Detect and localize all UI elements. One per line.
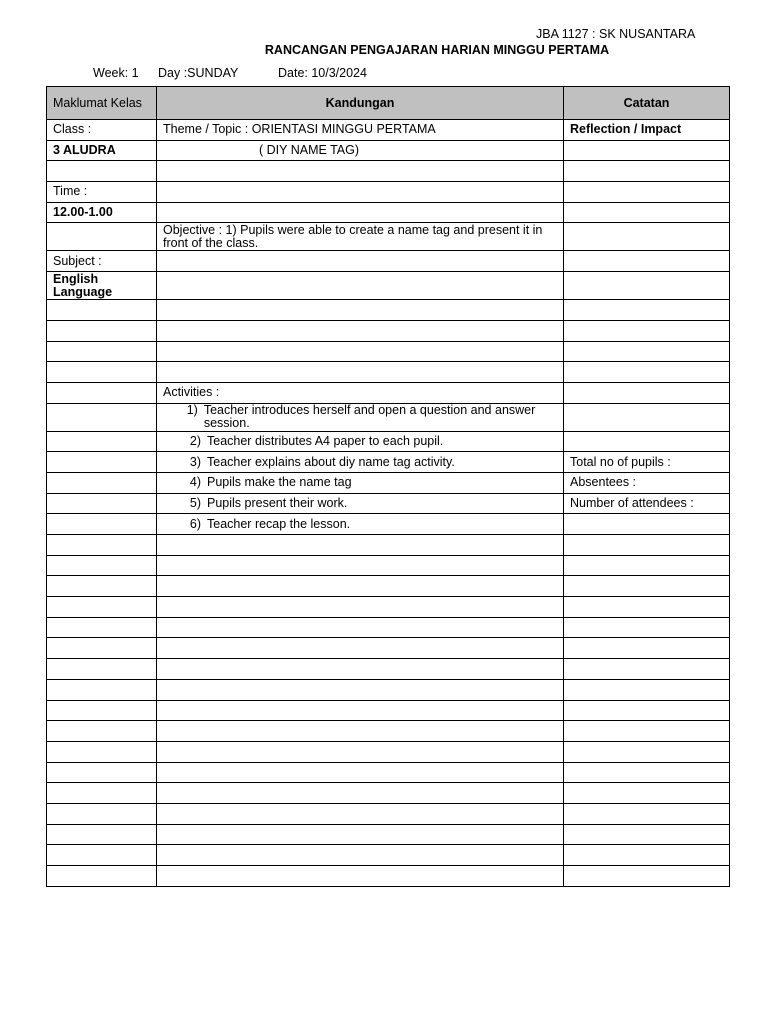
absentees-label: Absentees :	[564, 472, 730, 493]
table-row	[47, 803, 730, 824]
empty-cell[interactable]	[157, 597, 564, 618]
empty-cell[interactable]	[157, 741, 564, 762]
table-row	[47, 617, 730, 638]
empty-cell[interactable]	[47, 803, 157, 824]
activity-number: 1)	[186, 403, 198, 418]
class-label: Class :	[47, 120, 157, 141]
col-header-maklumat: Maklumat Kelas	[47, 87, 157, 120]
empty-cell[interactable]	[47, 535, 157, 556]
activity-item	[157, 472, 564, 493]
col-header-catatan: Catatan	[564, 87, 730, 120]
empty-cell[interactable]	[564, 362, 730, 383]
objective-text: Objective : 1) Pupils were able to create a name tag and present it in front of the class.	[157, 223, 564, 251]
activity-text: Teacher explains about diy name tag activity.	[207, 454, 455, 469]
empty-cell[interactable]	[47, 741, 157, 762]
empty-cell[interactable]	[564, 223, 730, 251]
empty-cell[interactable]	[47, 341, 157, 362]
total-pupils-label: Total no of pupils :	[564, 452, 730, 473]
empty-cell[interactable]	[47, 597, 157, 618]
empty-cell[interactable]	[564, 535, 730, 556]
table-row	[47, 721, 730, 742]
empty-cell[interactable]	[157, 251, 564, 272]
table-row	[47, 535, 730, 556]
empty-cell[interactable]	[157, 638, 564, 659]
empty-cell[interactable]	[564, 721, 730, 742]
table-row	[47, 431, 730, 452]
day-label: Day :SUNDAY	[158, 66, 239, 80]
empty-cell[interactable]	[157, 617, 564, 638]
empty-cell[interactable]	[47, 555, 157, 576]
time-value: 12.00-1.00	[47, 202, 157, 223]
empty-cell[interactable]	[157, 679, 564, 700]
empty-cell[interactable]	[47, 617, 157, 638]
table-row	[47, 638, 730, 659]
empty-cell[interactable]	[47, 638, 157, 659]
activity-number: 5)	[189, 495, 201, 510]
empty-cell[interactable]	[157, 700, 564, 721]
empty-cell[interactable]	[47, 452, 157, 473]
activity-item	[157, 514, 564, 535]
activity-item	[157, 431, 564, 452]
theme-text: Theme / Topic : ORIENTASI MINGGU PERTAMA	[157, 120, 564, 141]
table-row	[47, 514, 730, 535]
activity-text: Teacher distributes A4 paper to each pupil.	[207, 433, 444, 448]
empty-cell[interactable]	[157, 182, 564, 203]
empty-cell[interactable]	[47, 223, 157, 251]
empty-cell[interactable]	[157, 272, 564, 300]
empty-cell[interactable]	[564, 202, 730, 223]
empty-cell[interactable]	[564, 300, 730, 321]
table-row	[47, 382, 730, 403]
activities-label: Activities :	[157, 382, 564, 403]
empty-cell[interactable]	[564, 341, 730, 362]
table-row	[47, 866, 730, 887]
empty-cell[interactable]	[47, 576, 157, 597]
empty-cell[interactable]	[47, 679, 157, 700]
date-label: Date: 10/3/2024	[278, 66, 367, 80]
activity-number: 2)	[189, 433, 201, 448]
empty-cell[interactable]	[564, 638, 730, 659]
empty-cell[interactable]	[157, 320, 564, 341]
empty-cell[interactable]	[564, 617, 730, 638]
empty-cell[interactable]	[564, 824, 730, 845]
empty-cell[interactable]	[157, 659, 564, 680]
empty-cell[interactable]	[564, 403, 730, 431]
subject-label: Subject :	[47, 251, 157, 272]
table-row	[47, 202, 730, 223]
subject-value: English Language	[47, 272, 157, 300]
table-row	[47, 824, 730, 845]
empty-cell[interactable]	[157, 300, 564, 321]
empty-cell[interactable]	[47, 300, 157, 321]
empty-cell[interactable]	[157, 803, 564, 824]
table-row	[47, 120, 730, 141]
table-row	[47, 679, 730, 700]
empty-cell[interactable]	[157, 535, 564, 556]
empty-cell[interactable]	[47, 721, 157, 742]
empty-cell[interactable]	[47, 659, 157, 680]
activity-text: Teacher introduces herself and open a question and answer session.	[203, 403, 536, 431]
table-row	[47, 597, 730, 618]
table-row	[47, 182, 730, 203]
empty-cell[interactable]	[564, 679, 730, 700]
table-row	[47, 223, 730, 251]
activity-text: Pupils present their work.	[207, 495, 348, 510]
table-row	[47, 272, 730, 300]
activity-text: Teacher recap the lesson.	[207, 516, 351, 531]
theme-subtitle: ( DIY NAME TAG)	[157, 140, 564, 161]
empty-cell[interactable]	[564, 182, 730, 203]
empty-cell[interactable]	[564, 555, 730, 576]
table-row	[47, 341, 730, 362]
table-row	[47, 576, 730, 597]
table-row	[47, 659, 730, 680]
empty-cell[interactable]	[157, 202, 564, 223]
table-row	[47, 783, 730, 804]
reflection-label: Reflection / Impact	[564, 120, 730, 141]
empty-cell[interactable]	[157, 161, 564, 182]
table-row	[47, 493, 730, 514]
empty-cell[interactable]	[47, 514, 157, 535]
empty-cell[interactable]	[47, 161, 157, 182]
empty-cell[interactable]	[47, 431, 157, 452]
empty-cell[interactable]	[564, 741, 730, 762]
empty-cell[interactable]	[47, 866, 157, 887]
empty-cell[interactable]	[47, 845, 157, 866]
empty-cell[interactable]	[47, 762, 157, 783]
empty-cell[interactable]	[564, 783, 730, 804]
empty-cell[interactable]	[47, 320, 157, 341]
attendees-label: Number of attendees :	[564, 493, 730, 514]
activity-item	[157, 493, 564, 514]
empty-cell[interactable]	[157, 555, 564, 576]
table-row	[47, 300, 730, 321]
table-row	[47, 762, 730, 783]
empty-cell[interactable]	[564, 272, 730, 300]
empty-cell[interactable]	[564, 140, 730, 161]
empty-cell[interactable]	[157, 362, 564, 383]
empty-cell[interactable]	[47, 403, 157, 431]
document-title: RANCANGAN PENGAJARAN HARIAN MINGGU PERTAMA	[264, 43, 610, 57]
table-row	[47, 452, 730, 473]
empty-cell[interactable]	[157, 341, 564, 362]
empty-cell[interactable]	[564, 700, 730, 721]
empty-cell[interactable]	[564, 576, 730, 597]
empty-cell[interactable]	[564, 251, 730, 272]
class-value: 3 ALUDRA	[47, 140, 157, 161]
table-header-row	[47, 87, 730, 120]
empty-cell[interactable]	[157, 783, 564, 804]
empty-cell[interactable]	[157, 824, 564, 845]
empty-cell[interactable]	[564, 320, 730, 341]
school-code: JBA 1127 : SK NUSANTARA	[536, 27, 696, 41]
table-row	[47, 320, 730, 341]
table-row	[47, 161, 730, 182]
empty-cell[interactable]	[564, 803, 730, 824]
week-label: Week: 1	[93, 66, 139, 80]
empty-cell[interactable]	[157, 866, 564, 887]
empty-cell[interactable]	[564, 514, 730, 535]
empty-cell[interactable]	[47, 700, 157, 721]
table-row	[47, 472, 730, 493]
table-row	[47, 403, 730, 431]
table-row	[47, 700, 730, 721]
empty-cell[interactable]	[47, 824, 157, 845]
empty-cell[interactable]	[564, 431, 730, 452]
table-row	[47, 362, 730, 383]
lesson-plan-table	[46, 86, 730, 887]
empty-cell[interactable]	[564, 659, 730, 680]
empty-cell[interactable]	[564, 382, 730, 403]
activity-text: Pupils make the name tag	[207, 475, 352, 490]
empty-cell[interactable]	[47, 382, 157, 403]
empty-cell[interactable]	[157, 762, 564, 783]
time-label: Time :	[47, 182, 157, 203]
empty-cell[interactable]	[564, 845, 730, 866]
empty-cell[interactable]	[157, 845, 564, 866]
table-row	[47, 741, 730, 762]
empty-cell[interactable]	[564, 161, 730, 182]
table-row	[47, 140, 730, 161]
empty-cell[interactable]	[47, 472, 157, 493]
empty-cell[interactable]	[564, 597, 730, 618]
activity-number: 4)	[189, 475, 201, 490]
col-header-kandungan: Kandungan	[157, 87, 564, 120]
activity-item	[157, 403, 564, 431]
empty-cell[interactable]	[564, 866, 730, 887]
empty-cell[interactable]	[157, 576, 564, 597]
table-row	[47, 555, 730, 576]
table-row	[47, 251, 730, 272]
empty-cell[interactable]	[47, 493, 157, 514]
empty-cell[interactable]	[47, 783, 157, 804]
activity-number: 3)	[189, 454, 201, 469]
activity-number: 6)	[189, 516, 201, 531]
activity-item	[157, 452, 564, 473]
empty-cell[interactable]	[47, 362, 157, 383]
empty-cell[interactable]	[157, 721, 564, 742]
table-row	[47, 845, 730, 866]
empty-cell[interactable]	[564, 762, 730, 783]
